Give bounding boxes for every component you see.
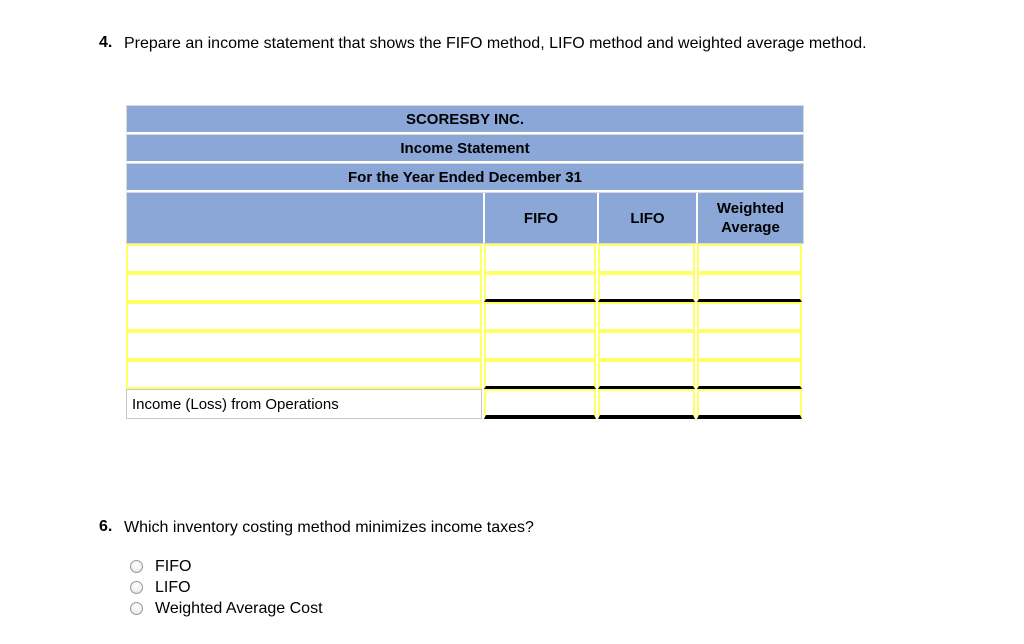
fifo-input[interactable] — [484, 244, 596, 273]
income-statement-table — [126, 105, 804, 419]
table-row — [126, 244, 804, 273]
weighted-average-input[interactable] — [697, 331, 802, 360]
statement-title: Income Statement — [126, 134, 804, 163]
weighted-average-input[interactable] — [697, 273, 802, 302]
table-row — [126, 360, 804, 389]
answer-options — [130, 556, 323, 619]
lifo-input[interactable] — [598, 331, 695, 360]
label-input[interactable] — [126, 331, 482, 360]
question-4-number: 4. — [99, 34, 113, 51]
label-input[interactable] — [126, 360, 482, 389]
option-label-lifo: LIFO — [155, 578, 191, 596]
income-row — [126, 389, 804, 419]
lifo-input[interactable] — [598, 302, 695, 331]
fifo-input[interactable] — [484, 331, 596, 360]
fifo-income-input[interactable] — [484, 389, 596, 419]
fifo-input[interactable] — [484, 273, 596, 302]
radio-button-fifo[interactable] — [130, 560, 143, 573]
lifo-input[interactable] — [598, 244, 695, 273]
option-fifo[interactable] — [130, 556, 323, 577]
weighted-line-2: Average — [721, 219, 780, 236]
weighted-line-1: Weighted — [716, 200, 785, 217]
option-label-weighted-average-cost: Weighted Average Cost — [155, 599, 323, 617]
label-input[interactable] — [126, 302, 482, 331]
question-6-text: Which inventory costing method minimizes income taxes? — [124, 519, 534, 536]
weighted-average-input[interactable] — [697, 302, 802, 331]
column-header-lifo: LIFO — [597, 193, 696, 243]
column-header-fifo: FIFO — [483, 193, 597, 243]
question-6-number: 6. — [99, 518, 113, 535]
statement-period: For the Year Ended December 31 — [126, 163, 804, 192]
table-row — [126, 331, 804, 360]
option-lifo[interactable] — [130, 577, 323, 598]
table-row — [126, 302, 804, 331]
option-label-fifo: FIFO — [155, 557, 192, 575]
column-header-label — [127, 193, 483, 243]
lifo-input[interactable] — [598, 273, 695, 302]
column-header-weighted-average — [696, 193, 803, 243]
weighted-average-input[interactable] — [697, 244, 802, 273]
lifo-input[interactable] — [598, 360, 695, 389]
label-input[interactable] — [126, 244, 482, 273]
lifo-income-input[interactable] — [598, 389, 695, 419]
weighted-average-input[interactable] — [697, 360, 802, 389]
fifo-input[interactable] — [484, 302, 596, 331]
question-4-text: Prepare an income statement that shows the FIFO method, LIFO method and weighted average method. — [124, 35, 867, 52]
company-name: SCORESBY INC. — [126, 105, 804, 134]
column-header-row — [126, 192, 804, 244]
label-input[interactable] — [126, 273, 482, 302]
radio-button-lifo[interactable] — [130, 581, 143, 594]
income-loss-label: Income (Loss) from Operations — [126, 389, 482, 419]
weighted-average-income-input[interactable] — [697, 389, 802, 419]
radio-button-weighted-average-cost[interactable] — [130, 602, 143, 615]
table-row — [126, 273, 804, 302]
fifo-input[interactable] — [484, 360, 596, 389]
option-weighted-average-cost[interactable] — [130, 598, 323, 619]
